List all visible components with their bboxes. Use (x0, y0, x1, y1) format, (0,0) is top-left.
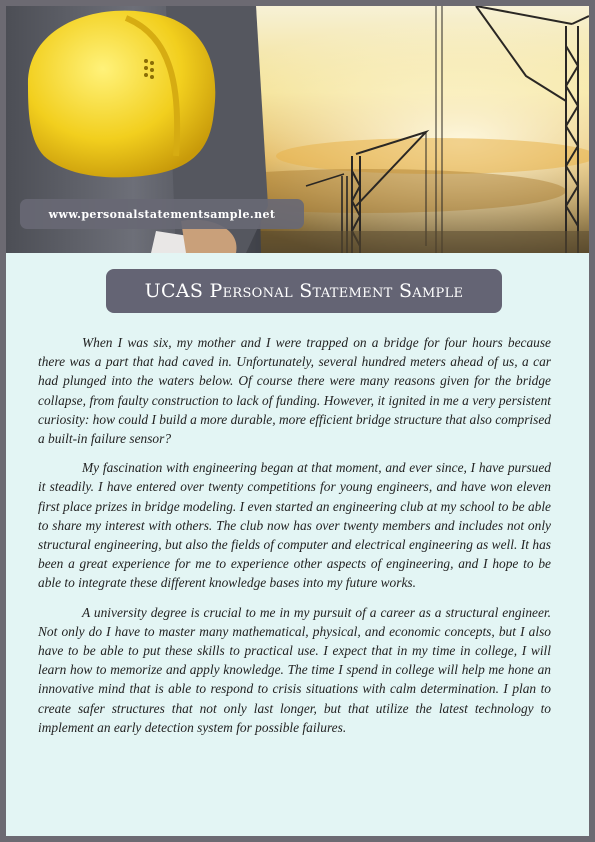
page-frame (6, 6, 589, 836)
website-url-badge: www.personalstatementsample.net (20, 199, 304, 229)
header-photo (6, 6, 589, 253)
statement-body (38, 333, 551, 747)
document-title: UCAS Personal Statement Sample (106, 269, 502, 313)
paragraph-2: My fascination with engineering began at that moment, and ever since, I have pursued it steadily. I have entered over twenty competitions for young engineers, and have won eleven first place prizes in bridge modeling. I even started an engineering club at my school to be able to share my interest with others. The club now has over twenty members and includes not only structural engineering, but also the fields of computer and electrical engineering as well. It has been a great experience for me to experience other aspects of engineering, and I hope to be able to integrate these different knowledge bases into my future works. (38, 460, 551, 591)
paragraph-1: When I was six, my mother and I were trapped on a bridge for four hours because there was a part that had caved in. Unfortunately, several hundred meters ahead of us, a car had plunged into the waters below. Of course there were many reasons given for the bridge collapse, from faulty construction to lack of funding. However, it ignited in me a very persistent curiosity: how could I build a more durable, more efficient bridge structure that also comprised a built-in failure sensor? (38, 335, 551, 447)
hard-hat-icon (28, 11, 215, 178)
paragraph-3: A university degree is crucial to me in my pursuit of a career as a structural engineer. Not only do I have to master many mathematical, physical, and economic concepts, but I also have to be able to put these skills to practical use. I expect that in my time in college, I will learn how to memorize and apply knowledge. The time I spend in college will help me hone an innovative mind that is able to respond to crisis situations with calm determination. I plan to create safer structures that not only last longer, but that utilize the latest technology to implement an early detection system for possible failures. (38, 604, 551, 735)
